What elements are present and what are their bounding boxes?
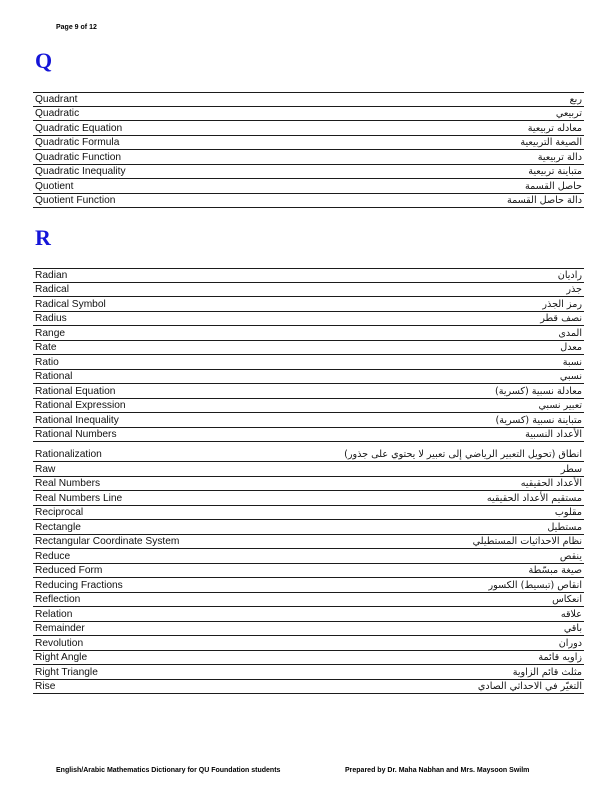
term-english: Rectangle [35, 521, 81, 533]
glossary-row [33, 297, 584, 312]
term-english: Rate [35, 342, 57, 353]
term-arabic: الصيغة التربيعية [520, 137, 582, 148]
glossary-row [33, 268, 584, 283]
glossary-row [33, 607, 584, 622]
term-arabic: ربع [569, 93, 582, 105]
term-english: Quotient [35, 180, 74, 192]
term-arabic: الأعداد النسبية [525, 429, 582, 440]
term-english: Radius [35, 313, 67, 324]
glossary-row [33, 179, 584, 194]
term-arabic: مقلوب [554, 507, 582, 518]
glossary-row [33, 384, 584, 399]
term-english: Quadrant [35, 93, 78, 105]
glossary-table-r [33, 268, 584, 694]
glossary-table-q [33, 92, 584, 208]
glossary-row [33, 491, 584, 506]
term-arabic: رمز الجذر [542, 298, 582, 310]
term-english: Right Angle [35, 652, 88, 663]
term-arabic: مثلث قائم الزاوية [512, 666, 582, 678]
term-english: Relation [35, 608, 73, 620]
term-arabic: دوران [558, 637, 582, 649]
term-english: Rational Expression [35, 400, 126, 411]
glossary-row [33, 370, 584, 385]
footer-credits: Prepared by Dr. Maha Nabhan and Mrs. Maysoon Swilm [345, 767, 530, 774]
glossary-row [33, 578, 584, 593]
term-arabic: دالة حاصل القسمة [506, 195, 582, 206]
term-english: Real Numbers [35, 478, 101, 489]
term-arabic: تربيعي [555, 108, 582, 119]
term-english: Reduce [35, 550, 71, 562]
glossary-row [33, 326, 584, 341]
term-english: Remainder [35, 623, 85, 634]
glossary-row [33, 506, 584, 521]
glossary-row [33, 564, 584, 579]
term-english: Reflection [35, 594, 81, 605]
glossary-row [33, 355, 584, 370]
glossary-row [33, 477, 584, 492]
glossary-row [33, 428, 584, 443]
term-arabic: معادلة نسبية (كسرية) [494, 385, 582, 397]
section-letter-q: Q [35, 48, 53, 73]
term-arabic: نسبي [559, 371, 582, 382]
term-arabic: مستقيم الأعداد الحقيقيه [486, 492, 582, 504]
term-english: Real Numbers Line [35, 492, 123, 504]
term-english: Raw [35, 463, 56, 475]
glossary-row [33, 593, 584, 608]
term-arabic: سطر [560, 463, 582, 475]
glossary-row [33, 651, 584, 666]
term-english: Reducing Fractions [35, 579, 123, 591]
glossary-row [33, 520, 584, 535]
term-arabic: التغيّر في الاحداثي الصادي [477, 681, 582, 692]
term-english: Radian [35, 269, 68, 281]
term-english: Quadratic Inequality [35, 166, 126, 177]
glossary-row [33, 549, 584, 564]
term-arabic: زاويه قائمة [538, 652, 582, 663]
term-arabic: مستطيل [547, 521, 582, 533]
term-arabic: متباينة تربيعية [528, 166, 582, 177]
glossary-row [33, 535, 584, 550]
term-arabic: انطاق (تحويل التعبير الرياضي إلى تعبير لا يحتوي على جذور) [344, 449, 582, 460]
glossary-row [33, 107, 584, 122]
term-english: Rational Inequality [35, 414, 119, 426]
term-english: Ratio [35, 356, 59, 368]
glossary-row [33, 636, 584, 651]
term-arabic: صيغة مبسّطة [528, 565, 582, 576]
glossary-row [33, 665, 584, 680]
page-number: Page 9 of 12 [56, 24, 97, 31]
term-english: Radical [35, 284, 69, 295]
glossary-row [33, 462, 584, 477]
term-english: Reciprocal [35, 507, 84, 518]
glossary-row [33, 283, 584, 298]
term-arabic: المدى [558, 327, 582, 339]
term-arabic: نظام الاحداثيات المستطيلي [472, 536, 582, 547]
term-arabic: متباينة نسبية (كسرية) [495, 414, 582, 426]
term-english: Rationalization [35, 449, 102, 460]
term-arabic: دالة تربيعية [537, 151, 582, 163]
glossary-row [33, 150, 584, 165]
term-arabic: جذر [566, 284, 582, 295]
glossary-row [33, 136, 584, 151]
term-arabic: راديان [557, 269, 582, 281]
term-arabic: نصف قطر [540, 313, 582, 324]
glossary-row [33, 622, 584, 637]
term-arabic: حاصل القسمة [524, 180, 582, 192]
glossary-row [33, 165, 584, 180]
glossary-row [33, 680, 584, 695]
glossary-row [33, 312, 584, 327]
term-english: Radical Symbol [35, 298, 106, 310]
glossary-row [33, 399, 584, 414]
term-english: Quadratic Equation [35, 122, 123, 134]
term-arabic: الأعداد الحقيقيه [520, 478, 582, 489]
glossary-row [33, 121, 584, 136]
glossary-row [33, 92, 584, 107]
term-arabic: انقاص (تبسيط) الكسور [488, 579, 582, 591]
term-arabic: باقي [563, 623, 582, 634]
glossary-row [33, 194, 584, 209]
term-arabic: تعبير نسبي [538, 400, 582, 411]
term-english: Rise [35, 681, 56, 692]
section-letter-r: R [35, 225, 51, 250]
term-english: Quotient Function [35, 195, 116, 206]
term-english: Quadratic Formula [35, 137, 120, 148]
glossary-row [33, 341, 584, 356]
term-arabic: نسبة [562, 356, 582, 368]
term-english: Reduced Form [35, 565, 103, 576]
term-english: Rectangular Coordinate System [35, 536, 180, 547]
term-arabic: معادله تربيعية [527, 122, 582, 134]
term-english: Quadratic Function [35, 151, 122, 163]
term-arabic: ينقص [559, 550, 582, 562]
footer-title: English/Arabic Mathematics Dictionary for QU Foundation students [56, 767, 281, 774]
term-english: Rational Equation [35, 385, 116, 397]
term-english: Revolution [35, 637, 84, 649]
term-arabic: انعكاس [552, 594, 582, 605]
term-arabic: معدل [560, 342, 582, 353]
term-arabic: علاقه [560, 608, 582, 620]
term-english: Right Triangle [35, 666, 98, 678]
term-english: Rational Numbers [35, 429, 117, 440]
term-english: Range [35, 327, 66, 339]
term-english: Rational [35, 371, 73, 382]
glossary-row [33, 413, 584, 428]
glossary-row [33, 442, 584, 462]
term-english: Quadratic [35, 108, 80, 119]
